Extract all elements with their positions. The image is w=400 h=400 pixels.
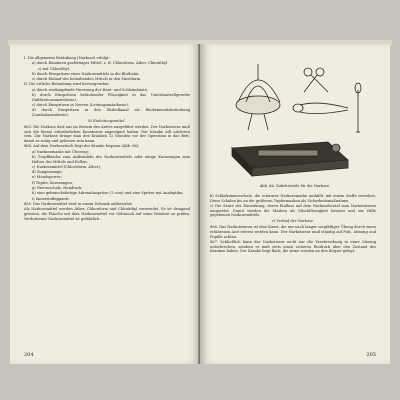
text-paragraph: e) Mundsperrer; xyxy=(32,175,63,180)
section-heading: b) Einleitungsmittel. xyxy=(88,118,126,123)
text-paragraph: 864. Auf dem Narkosetisch liegt der Kranke bequem (Abb. 66): xyxy=(24,144,140,149)
scissors-drawing xyxy=(304,68,328,92)
text-paragraph: c) Narkosemittel (Chloroform, Äther); xyxy=(32,164,102,169)
text-paragraph: a) Narkosemaske mit Überzug; xyxy=(32,149,89,154)
instrument-case-drawing xyxy=(232,142,348,176)
text-paragraph: a) durch verdampfende Vereisung der Haut- und Schleimhäute, xyxy=(32,87,149,92)
text-paragraph: b) durch Einspritzen betäubender Flüssigkeit in das Unterhautzellgewebe (Infiltrationsanästhesie), xyxy=(32,93,190,102)
text-paragraph: 863. Die Narkose darf nur im Beisein des Arztes ausgeführt werden. Der Narkotiseur muß sich die hierzu erforderlichen Kenntnisse angeeignet haben. Der Kranke soll nüchtern sein. Zur Narkose bringe man den Kranken 12 Stunden vor der Operation in das Bett, damit er ruhig und gelassen sein kann. xyxy=(24,124,190,143)
section-heading: c) Verlauf der Narkose. xyxy=(271,219,315,224)
text-paragraph: a) durch Einatmen gasförmiger Mittel, z. B. Chloroform, Äther, Chloräthyl xyxy=(32,61,168,66)
text-paragraph: 867. Schließlich kann der Narkotiseur nicht nur die Verabreichung in einer Sitzung unterbrechen, sondern er muß stets einen sicheren Eindruck über den Zustand des Kranken haben. Der Kranke liegt flach; die Arme werden an den Körper gelegt. xyxy=(210,239,376,254)
tongue-forceps-drawing xyxy=(293,103,348,114)
text-paragraph: c) durch Einspritzen in Nerven (Leitungsanästhesie), xyxy=(32,103,129,108)
text-paragraph: d) Zungenzange; xyxy=(32,170,63,175)
left-page xyxy=(10,44,200,364)
right-page-number: 205 xyxy=(366,352,376,358)
text-paragraph: d) durch Einspritzen in den Wirbelkanal als Rückenmarksbetäubung (Lumbalanästhesie). xyxy=(32,108,190,118)
text-paragraph: c) durch Einlauf des betäubenden Mittels in den Mastdarm. xyxy=(32,77,142,82)
text-paragraph: b) Schlafzimmerschale, die schwarze Narkosemaske umhüllt, mit einem Stoffe versehen. Diese Schalen bis an die größeren Tupfermasken als Sicherheitsmaßnahme. xyxy=(210,194,376,203)
narcosis-equipment-illustration xyxy=(208,50,382,188)
text-paragraph: II. Die örtliche Betäubung wird hervorgerufen: xyxy=(24,82,110,87)
text-paragraph: 865. Das Narkosemittel wird in einem Schrank aufbewahrt. xyxy=(24,201,133,206)
narcosis-mask-drawing xyxy=(236,64,280,130)
text-paragraph: h) eine gebrauchsfertige Adrenalinspritze (1 ccm) und eine Spritze mit Analeptika; xyxy=(32,191,184,196)
text-paragraph: c) Die Säure der Einwirkung, deren Einfluss auf dem Narkosebeutel zum Narkotisieren eingesetzt. Damit werden die Masken als Mischflüssigkeit benutzt und zur Hilfe gegebenen Narkosemittels. xyxy=(210,204,376,218)
left-page-number: 204 xyxy=(24,352,34,358)
text-paragraph: b) durch Einspritzen eines Narkosemittels in die Blutbahn, xyxy=(32,71,140,76)
text-paragraph: 866. Das Narkotisieren ist eine Kunst, die nur nach langer sorgfältiger Übung durch einen erfahrenen Arzt erlernt werden kann. Der Narkotiseur muß ständig auf Puls, Atmung und Pupille achten. xyxy=(210,225,376,239)
text-paragraph: Als Narkosemittel werden Äther, Chloroform und Chloräthyl verwendet. Es ist dringend geboten, die Flasche mit dem Narkosemittel vor Gebrauch auf seine Reinheit zu prüfen. Verdorbenes Narkosemittel ist gefährlich. xyxy=(24,207,190,221)
text-paragraph: f) Tupfer, Kornzangen; xyxy=(32,180,74,185)
text-paragraph: i) Sauerstoffapparat. xyxy=(32,196,70,201)
right-page-text xyxy=(210,194,376,255)
text-paragraph: b) Tropfflasche zum Aufträufeln des Narkosemittels oder einige Kornzangen zum Halten des Mittels und Rollen; xyxy=(32,154,190,164)
text-paragraph: g) Nierenschale, Handtuch; xyxy=(32,186,83,191)
right-page xyxy=(200,44,390,364)
text-paragraph: c) mit Chloräthyl, xyxy=(38,66,71,71)
left-page-text xyxy=(24,56,190,222)
figure-caption: Abb. 66. Zubehörteile für die Narkose. xyxy=(259,184,331,188)
clamp-drawing xyxy=(355,83,361,132)
text-paragraph: I. Die allgemeine Betäubung (Narkose) erfolgt: xyxy=(24,56,110,60)
